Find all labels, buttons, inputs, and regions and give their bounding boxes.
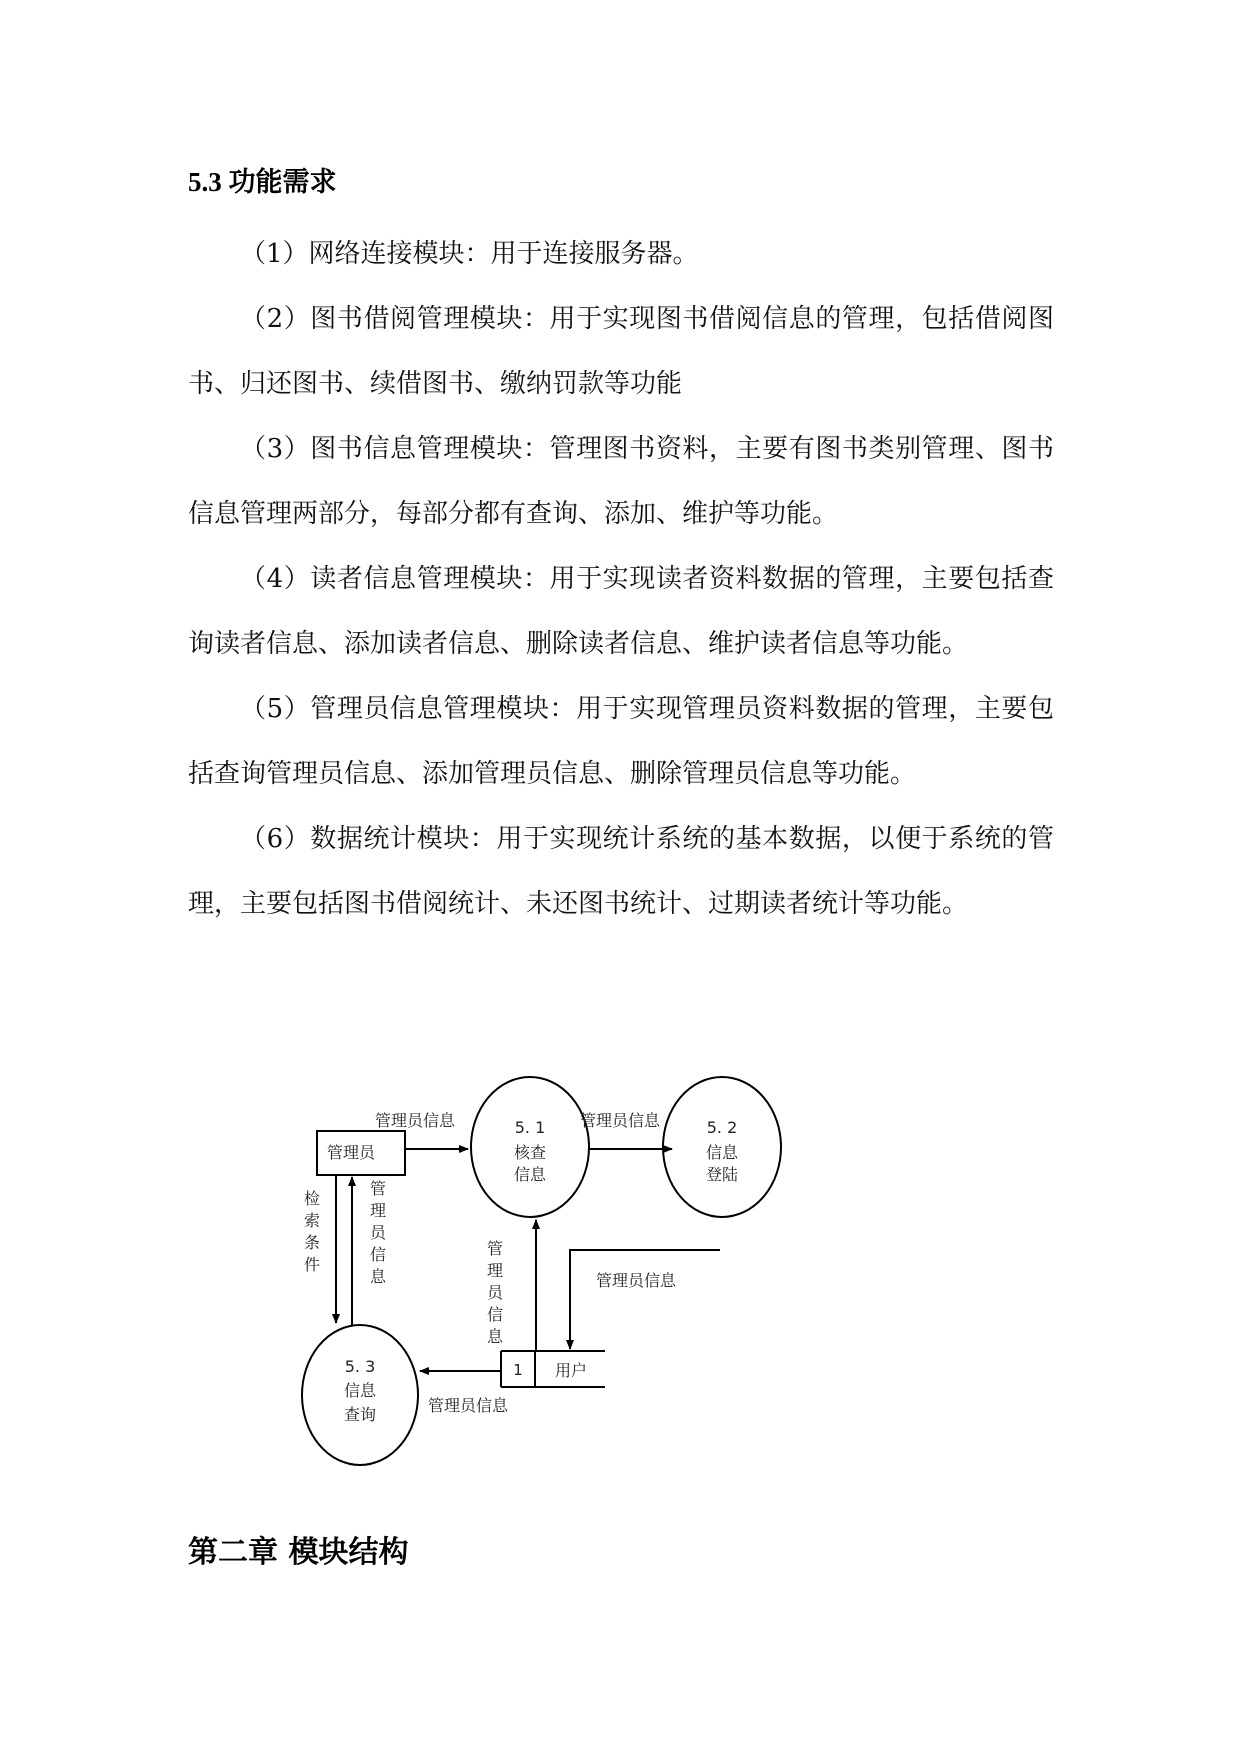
flow-label-char: 息	[369, 1267, 387, 1286]
section-heading: 5.3 功能需求	[188, 167, 337, 197]
flow-5-1-to-5-2	[580, 1111, 672, 1149]
flow-label-char: 理	[369, 1201, 387, 1220]
process-5-1-line1: 核查	[513, 1143, 547, 1162]
paragraph-admin-module: （5）管理员信息管理模块：用于实现管理员资料数据的管理，主要包括查询管理员信息、添加管理员信息、删除管理员信息等功能。	[188, 694, 1054, 789]
flow-admin-to-5-3	[304, 1175, 336, 1323]
flow-label-char: 件	[303, 1255, 321, 1274]
flow-admin-to-5-1-label: 管理员信息	[375, 1111, 456, 1130]
requirements-body	[188, 222, 1054, 937]
user-data-store	[501, 1351, 605, 1387]
process-5-2-number: 5. 2	[706, 1118, 738, 1137]
chapter-heading: 第二章 模块结构	[188, 1535, 409, 1570]
flow-label-char: 息	[486, 1327, 504, 1346]
flow-label-char: 索	[303, 1211, 321, 1230]
user-store-name: 用户	[555, 1361, 588, 1380]
process-5-1-line2: 信息	[513, 1165, 547, 1184]
process-5-2-line2: 登陆	[705, 1165, 739, 1184]
paragraph-borrow-module: （2）图书借阅管理模块：用于实现图书借阅信息的管理，包括借阅图书、归还图书、续借图书、缴纳罚款等功能	[188, 304, 1054, 399]
paragraph-statistics-module: （6）数据统计模块：用于实现统计系统的基本数据，以便于系统的管理，主要包括图书借阅统计、未还图书统计、过期读者统计等功能。	[188, 824, 1054, 919]
process-5-3-line2: 查询	[343, 1405, 377, 1424]
process-5-3-line1: 信息	[343, 1381, 377, 1400]
process-5-2-line1: 信息	[705, 1143, 739, 1162]
user-store-id: 1	[513, 1361, 523, 1379]
process-5-3-number: 5. 3	[344, 1357, 376, 1376]
process-5-3	[302, 1325, 418, 1465]
paragraph-network-module: （1）网络连接模块：用于连接服务器。	[240, 239, 699, 269]
flow-label-char: 理	[486, 1261, 504, 1280]
admin-entity-label: 管理员	[327, 1143, 376, 1162]
flow-label-char: 信	[486, 1305, 504, 1324]
paragraph-book-info-module: （3）图书信息管理模块：管理图书资料，主要有图书类别管理、图书信息管理两部分，每部分都有查询、添加、维护等功能。	[188, 434, 1054, 529]
process-5-1-number: 5. 1	[514, 1118, 546, 1137]
flow-label-char: 条	[303, 1233, 321, 1252]
flow-5-3-to-admin	[352, 1177, 387, 1325]
process-5-1	[471, 1077, 589, 1217]
flow-label-char: 管	[369, 1179, 387, 1198]
admin-entity	[317, 1131, 405, 1175]
data-flow-diagram	[300, 1090, 739, 1470]
flow-store-to-5-3-label: 管理员信息	[428, 1396, 509, 1415]
flow-label-char: 管	[486, 1239, 504, 1258]
flow-label-char: 信	[369, 1245, 387, 1264]
paragraph-reader-module: （4）读者信息管理模块：用于实现读者资料数据的管理，主要包括查询读者信息、添加读者信息、删除读者信息、维护读者信息等功能。	[188, 564, 1054, 659]
flow-label-char: 员	[369, 1223, 387, 1242]
flow-store-to-5-3	[420, 1371, 509, 1415]
flow-label-char: 员	[486, 1283, 504, 1302]
flow-5-2-to-store-label: 管理员信息	[596, 1271, 677, 1290]
flow-store-to-5-1	[487, 1220, 536, 1351]
flow-5-2-to-store	[570, 1250, 720, 1349]
flow-label-char: 检	[303, 1189, 321, 1208]
flow-5-1-to-5-2-label: 管理员信息	[580, 1111, 661, 1130]
process-5-2	[663, 1077, 781, 1217]
